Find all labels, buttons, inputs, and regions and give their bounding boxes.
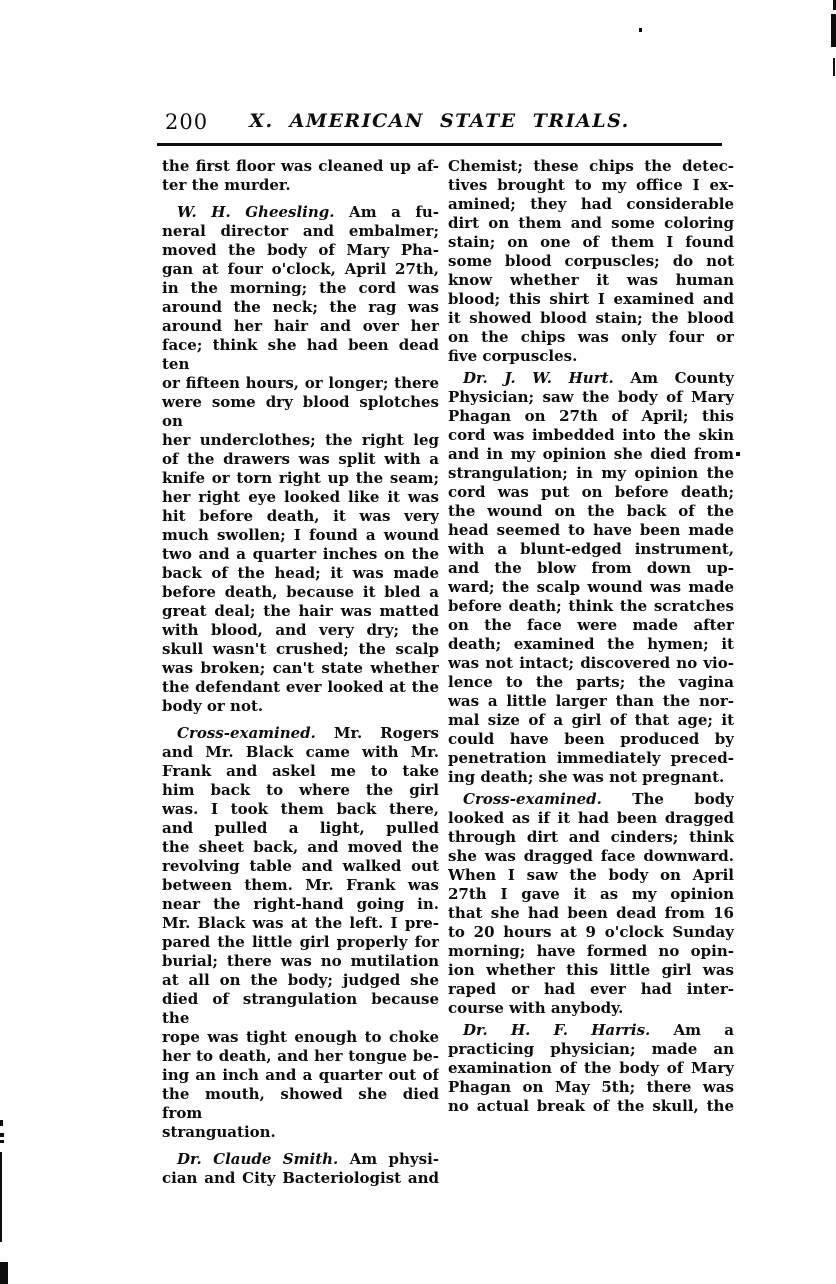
text-line: Phagan on 27th of April; this xyxy=(448,407,734,425)
left-column xyxy=(162,157,439,1188)
text-line: face; think she had been dead ten xyxy=(162,336,439,373)
text-line: moved the body of Mary Pha- xyxy=(162,241,439,259)
text-line: to 20 hours at 9 o'clock Sunday xyxy=(448,923,734,941)
text-line: ion whether this little girl was xyxy=(448,961,734,979)
text-line: Dr. H. F. Harris. Am a xyxy=(463,1021,734,1039)
text-line: near the right-hand going in. xyxy=(162,895,439,913)
text-line: her right eye looked like it was xyxy=(162,488,439,506)
page-number: 200 xyxy=(165,110,209,134)
paragraph xyxy=(162,1150,439,1188)
witness-name: Cross-examined. xyxy=(463,790,602,808)
paragraph xyxy=(448,157,734,366)
text-line: W. H. Gheesling. Am a fu- xyxy=(177,203,439,221)
text-line: could have been produced by xyxy=(448,730,734,748)
text-line: burial; there was no mutilation xyxy=(162,952,439,970)
text-line: was not intact; discovered no vio- xyxy=(448,654,734,672)
text-line: looked as if it had been dragged xyxy=(448,809,734,827)
text-line: ing death; she was not pregnant. xyxy=(448,768,725,786)
text-line: around her hair and over her xyxy=(162,317,439,335)
text-line: with a blunt-edged instrument, xyxy=(448,540,734,558)
witness-name: Dr. J. W. Hurt. xyxy=(463,369,614,387)
text-line: the wound on the back of the xyxy=(448,502,734,520)
text-line: Frank and askel me to take xyxy=(162,762,439,780)
text-line: and pulled a light, pulled xyxy=(162,819,439,837)
text-line: the defendant ever looked at the xyxy=(162,678,439,696)
text-line: course with anybody. xyxy=(448,999,624,1017)
paragraph xyxy=(162,157,439,195)
text-line: skull wasn't crushed; the scalp xyxy=(162,640,439,658)
paragraph xyxy=(162,203,439,716)
text-line: rope was tight enough to choke xyxy=(162,1028,439,1046)
text-line: two and a quarter inches on the xyxy=(162,545,439,563)
text-line: was. I took them back there, xyxy=(162,800,439,818)
text-line: cord was imbedded into the skin xyxy=(448,426,734,444)
text-line: were some dry blood splotches on xyxy=(162,393,439,430)
text-line: at all on the body; judged she xyxy=(162,971,439,989)
scan-artifact xyxy=(0,1140,4,1143)
text-line: stranguation. xyxy=(162,1123,276,1141)
text-line: head seemed to have been made xyxy=(448,521,734,539)
text-line: it showed blood stain; the blood xyxy=(448,309,734,327)
scan-artifact xyxy=(0,1152,2,1242)
witness-name: Dr. Claude Smith. xyxy=(177,1150,339,1168)
text-line: dirt on them and some coloring xyxy=(448,214,734,232)
scan-artifact xyxy=(639,28,642,32)
text-line: death; examined the hymen; it xyxy=(448,635,734,653)
text-line: around the neck; the rag was xyxy=(162,298,439,316)
text-line: great deal; the hair was matted xyxy=(162,602,439,620)
text-line: Dr. J. W. Hurt. Am County xyxy=(463,369,734,387)
scan-artifact xyxy=(0,1262,8,1284)
text-line: Cross-examined. The body xyxy=(463,790,734,808)
text-line: with blood, and very dry; the xyxy=(162,621,439,639)
paragraph xyxy=(448,369,734,787)
text-line: morning; have formed no opin- xyxy=(448,942,734,960)
text-line: ward; the scalp wound was made xyxy=(448,578,734,596)
text-line: some blood corpuscles; do not xyxy=(448,252,734,270)
text-line: the first floor was cleaned up af- xyxy=(162,157,439,175)
text-line: lence to the parts; the vagina xyxy=(448,673,734,691)
text-line: neral director and embalmer; xyxy=(162,222,439,240)
text-line: on the chips was only four or xyxy=(448,328,734,346)
text-columns xyxy=(162,157,734,1188)
witness-name: W. H. Gheesling. xyxy=(177,203,335,221)
paragraph xyxy=(448,790,734,1018)
text-line: Phagan on May 5th; there was xyxy=(448,1078,734,1096)
text-line: on the face were made after xyxy=(448,616,734,634)
text-line: before death; think the scratches xyxy=(448,597,734,615)
text-line: of the drawers was split with a xyxy=(162,450,439,468)
scan-artifact xyxy=(833,58,835,76)
text-line: knife or torn right up the seam; xyxy=(162,469,439,487)
text-line: ing an inch and a quarter out of xyxy=(162,1066,439,1084)
scan-artifact xyxy=(0,1120,3,1126)
text-line: cord was put on before death; xyxy=(448,483,734,501)
text-line: mal size of a girl of that age; it xyxy=(448,711,734,729)
text-line: she was dragged face downward. xyxy=(448,847,734,865)
text-line: know whether it was human xyxy=(448,271,734,289)
text-line: and in my opinion she died from xyxy=(448,445,734,463)
paragraph xyxy=(448,1021,734,1116)
running-title: X. AMERICAN STATE TRIALS. xyxy=(249,110,630,132)
text-line: revolving table and walked out xyxy=(162,857,439,875)
text-line: was a little larger than the nor- xyxy=(448,692,734,710)
paragraph xyxy=(162,724,439,1142)
text-line: in the morning; the cord was xyxy=(162,279,439,297)
text-line: the sheet back, and moved the xyxy=(162,838,439,856)
text-line: and Mr. Black came with Mr. xyxy=(162,743,439,761)
text-line: body or not. xyxy=(162,697,264,715)
text-line: between them. Mr. Frank was xyxy=(162,876,439,894)
text-line: examination of the body of Mary xyxy=(448,1059,734,1077)
witness-name: Dr. H. F. Harris. xyxy=(463,1021,651,1039)
scan-artifact xyxy=(736,452,740,456)
text-line: When I saw the body on April xyxy=(448,866,734,884)
text-line: Mr. Black was at the left. I pre- xyxy=(162,914,439,932)
text-line: amined; they had considerable xyxy=(448,195,734,213)
text-line: blood; this shirt I examined and xyxy=(448,290,734,308)
witness-name: Cross-examined. xyxy=(177,724,316,742)
text-line: gan at four o'clock, April 27th, xyxy=(162,260,439,278)
text-line: or fifteen hours, or longer; there xyxy=(162,374,439,392)
text-line: hit before death, it was very xyxy=(162,507,439,525)
text-line: cian and City Bacteriologist and xyxy=(162,1169,439,1187)
text-line: died of strangulation because the xyxy=(162,990,439,1027)
text-line: Dr. Claude Smith. Am physi- xyxy=(177,1150,439,1168)
text-line: penetration immediately preced- xyxy=(448,749,734,767)
text-line: was broken; can't state whether xyxy=(162,659,439,677)
text-line: back of the head; it was made xyxy=(162,564,439,582)
right-column xyxy=(448,157,734,1188)
text-line: stain; on one of them I found xyxy=(448,233,734,251)
text-line: the mouth, showed she died from xyxy=(162,1085,439,1122)
text-line: pared the little girl properly for xyxy=(162,933,439,951)
text-line: 27th I gave it as my opinion xyxy=(448,885,734,903)
text-line: Physician; saw the body of Mary xyxy=(448,388,734,406)
text-line: before death, because it bled a xyxy=(162,583,439,601)
text-line: her underclothes; the right leg xyxy=(162,431,439,449)
text-line: raped or had ever had inter- xyxy=(448,980,734,998)
text-line: tives brought to my office I ex- xyxy=(448,176,734,194)
text-line: much swollen; I found a wound xyxy=(162,526,439,544)
text-line: practicing physician; made an xyxy=(448,1040,734,1058)
scan-artifact xyxy=(0,1133,4,1137)
text-line: Chemist; these chips the detec- xyxy=(448,157,734,175)
text-line: and the blow from down up- xyxy=(448,559,734,577)
text-line: five corpuscles. xyxy=(448,347,578,365)
scan-artifact xyxy=(831,14,836,47)
text-line: that she had been dead from 16 xyxy=(448,904,734,922)
text-line: him back to where the girl xyxy=(162,781,439,799)
text-line: her to death, and her tongue be- xyxy=(162,1047,439,1065)
text-line: no actual break of the skull, the xyxy=(448,1097,734,1115)
header-rule xyxy=(157,143,722,146)
text-line: ter the murder. xyxy=(162,176,291,194)
text-line: strangulation; in my opinion the xyxy=(448,464,734,482)
text-line: Cross-examined. Mr. Rogers xyxy=(177,724,439,742)
text-line: through dirt and cinders; think xyxy=(448,828,734,846)
